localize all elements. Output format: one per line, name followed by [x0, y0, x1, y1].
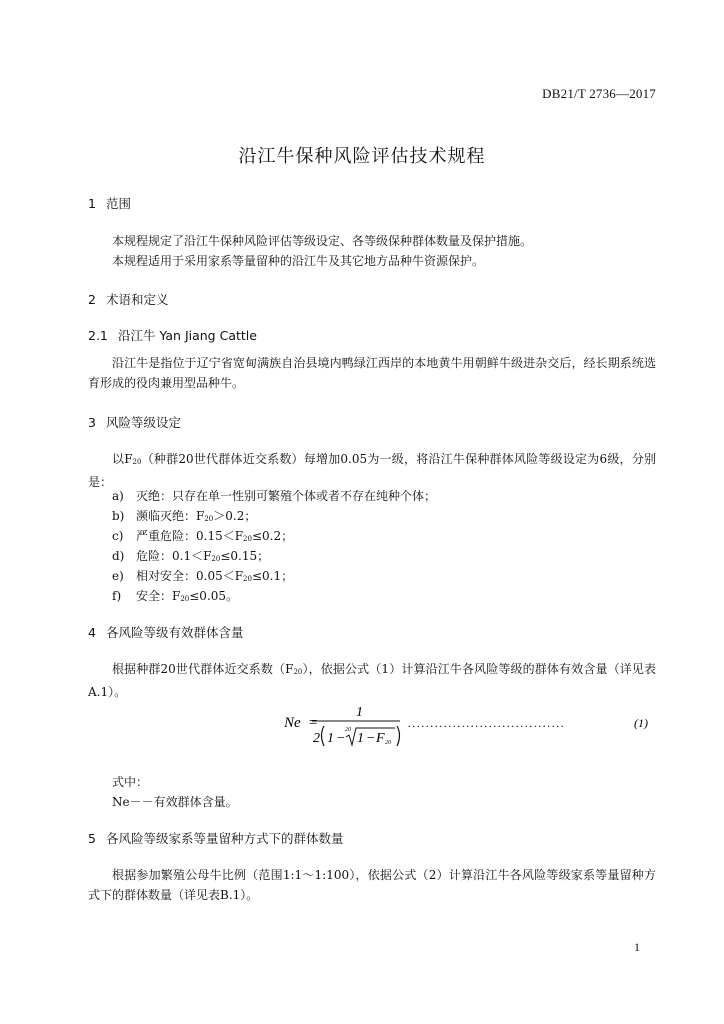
where-definition: Ne－－有效群体含量。 — [112, 795, 238, 809]
section-4-paragraph: 根据种群20世代群体近交系数（F20），依据公式（1）计算沿江牛各风险等级的群体有效含量（详见表A.1）。 — [88, 662, 656, 699]
root-index: 20 — [345, 727, 351, 733]
risk-level-item: c) 严重危险：0.15＜F20≤0.2； — [112, 526, 293, 549]
formula-variable: F — [376, 731, 385, 746]
document-title: 沿江牛保种风险评估技术规程 — [238, 146, 486, 167]
section-title: 各风险等级有效群体含量 — [106, 625, 244, 640]
formula-number: (1) — [634, 716, 648, 730]
left-paren — [322, 726, 325, 746]
formula-1 — [284, 700, 664, 748]
risk-level-item: d) 危险：0.1＜F20≤0.15； — [112, 546, 269, 569]
right-paren — [397, 726, 400, 746]
item-marker: f) — [112, 589, 122, 603]
formula-equals: = — [308, 715, 319, 731]
risk-level-item: f) 安全：F20≤0.05。 — [112, 586, 238, 609]
formula-numerator: 1 — [356, 705, 363, 720]
item-marker: d) — [112, 549, 125, 563]
formula-denominator-two: 2 — [313, 731, 320, 746]
item-marker: c) — [112, 529, 124, 543]
subsection-number: 2.1 — [88, 328, 108, 343]
section-1-heading — [88, 194, 131, 212]
section-number: 5 — [88, 831, 96, 846]
formula-leader-dots: ................................... — [408, 716, 566, 730]
risk-level-item: e) 相对安全：0.05＜F20≤0.1； — [112, 566, 293, 589]
formula-radicand-one: 1 — [357, 731, 364, 746]
page-number: 1 — [634, 940, 640, 954]
section-5-paragraph: 根据参加繁殖公母牛比例（范围1:1～1:100），依据公式（2）计算沿江牛各风险等级家系等量留种方式下的群体数量（详见表B.1）。 — [88, 868, 656, 902]
risk-level-item: a) 灭绝：只存在单一性别可繁殖个体或者不存在纯种个体； — [112, 486, 436, 509]
section-3-paragraph: 以F20（种群20世代群体近交系数）每增加0.05为一级，将沿江牛保种群体风险等级设定为6级，分别是： — [88, 452, 656, 489]
section-5-heading — [88, 829, 344, 847]
section-title: 术语和定义 — [106, 292, 169, 307]
section-4-heading — [88, 623, 244, 641]
formula-variable-subscript: 20 — [385, 740, 391, 746]
section-2-1-paragraph: 沿江牛是指位于辽宁省宽甸满族自治县境内鸭绿江西岸的本地黄牛用朝鲜牛级进杂交后，经长期系统选育形成的役肉兼用型品种牛。 — [88, 356, 656, 390]
formula-denominator-one: 1 — [327, 731, 334, 746]
risk-level-item: b) 濒临灭绝：F20＞0.2； — [112, 506, 256, 529]
section-title: 风险等级设定 — [106, 415, 182, 430]
formula-radicand-minus: − — [366, 731, 376, 746]
section-1-paragraph-2: 本规程适用于采用家系等量留种的沿江牛及其它地方品种牛资源保护。 — [112, 254, 485, 268]
section-1-paragraph-1: 本规程规定了沿江牛保种风险评估等级设定、各等级保种群体数量及保护措施。 — [112, 234, 533, 248]
section-number: 1 — [88, 196, 96, 211]
section-2-heading — [88, 290, 169, 308]
formula-minus: − — [336, 731, 346, 746]
section-title: 范围 — [106, 196, 132, 211]
section-3-heading — [88, 413, 181, 431]
standard-code: DB21/T 2736—2017 — [542, 86, 656, 101]
section-number: 2 — [88, 292, 96, 307]
item-marker: e) — [112, 569, 124, 583]
subsection-title: 沿江牛 Yan Jiang Cattle — [118, 328, 257, 343]
item-marker: b) — [112, 509, 125, 523]
item-marker: a) — [112, 489, 124, 503]
section-title: 各风险等级家系等量留种方式下的群体数量 — [106, 831, 344, 846]
section-number: 3 — [88, 415, 96, 430]
formula-lhs: Ne — [284, 715, 301, 731]
where-label: 式中： — [112, 775, 149, 789]
subsection-2-1-heading — [88, 326, 257, 344]
section-number: 4 — [88, 625, 96, 640]
